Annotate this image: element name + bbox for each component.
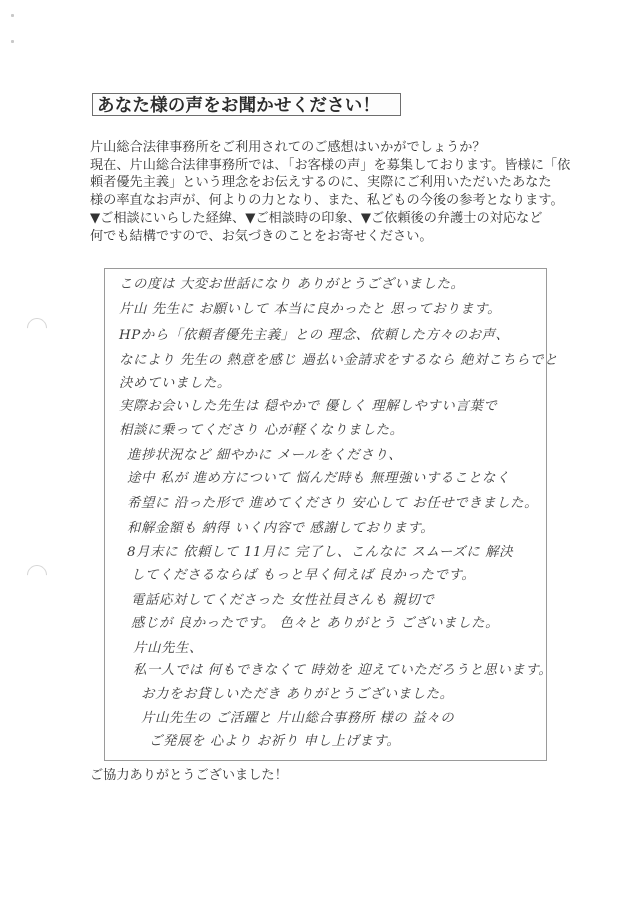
letter-line: 片山先生、 xyxy=(133,641,203,656)
intro-line: 何でも結構ですので、お気づきのことをお寄せください。 xyxy=(90,228,433,244)
letter-line: 私一人では 何もできなくて 時効を 迎えていただろうと思います。 xyxy=(133,663,553,678)
punch-hole-mark xyxy=(23,561,51,589)
intro-line: 様の率直なお声が、何よりの力となり、また、私どもの今後の参考となります。 xyxy=(90,193,564,209)
letter-line: ご発展を 心より お祈り 申し上げます。 xyxy=(149,734,401,749)
letter-line: 実際お会いした先生は 穏やかで 優しく 理解しやすい言葉で xyxy=(119,399,498,414)
letter-line: この度は 大変お世話になり ありがとうございました。 xyxy=(119,277,465,292)
letter-line: 途中 私が 進め方について 悩んだ時も 無理強いすることなく xyxy=(127,471,510,486)
letter-line: 片山先生の ご活躍と 片山総合事務所 様の 益々の xyxy=(141,711,455,726)
thank-you-note: ご協力ありがとうございました！ xyxy=(90,768,288,783)
scan-mark xyxy=(11,14,14,17)
letter-line: HPから「依頼者優先主義」との 理念、依頼した方々のお声、 xyxy=(119,328,510,343)
punch-hole-mark xyxy=(23,314,51,342)
letter-line: してくださるならば もっと早く伺えば 良かったです。 xyxy=(131,568,476,583)
intro-line: 現在、片山総合法律事務所では､「お客様の声」を募集しております。皆様に「依 xyxy=(90,157,571,173)
letter-line: 進捗状況など 細やかに メールをくださり、 xyxy=(127,448,403,463)
intro-line: 片山総合法律事務所をご利用されてのご感想はいかがでしょうか？ xyxy=(90,140,486,155)
heading-box xyxy=(92,93,401,116)
letter-line: お力をお貸しいただき ありがとうございました。 xyxy=(141,687,454,702)
intro-paragraph xyxy=(90,139,571,245)
letter-line: 片山 先生に お願いして 本当に良かったと 思っております。 xyxy=(119,302,502,317)
letter-line: 8月末に 依頼して 11月に 完了し、こんなに スムーズに 解決 xyxy=(127,545,514,560)
letter-line: 希望に 沿った形で 進めてくださり 安心して お任せできました。 xyxy=(127,496,539,511)
page-title: あなた様の声をお聞かせください！ xyxy=(97,96,381,116)
letter-line: 決めていました。 xyxy=(119,376,231,391)
handwritten-letter-box xyxy=(104,268,559,761)
letter-line: 相談に乗ってくださり 心が軽くなりました。 xyxy=(119,423,404,438)
letter-line: 感じが 良かったです。 色々と ありがとう ございました。 xyxy=(131,616,500,631)
intro-line: 頼者優先主義」という理念をお伝えするのに、実際にご利用いただいたあなた xyxy=(90,175,552,191)
letter-line: なにより 先生の 熱意を感じ 過払い金請求をするなら 絶対こちらでと xyxy=(119,353,559,368)
intro-line: ▼ご相談にいらした経緯、▼ご相談時の印象、▼ご依頼後の弁護士の対応など xyxy=(90,210,543,226)
scan-mark xyxy=(11,40,14,43)
letter-line: 和解金額も 納得 いく内容で 感謝しております。 xyxy=(127,521,435,536)
letter-line: 電話応対してくださった 女性社員さんも 親切で xyxy=(131,593,435,608)
